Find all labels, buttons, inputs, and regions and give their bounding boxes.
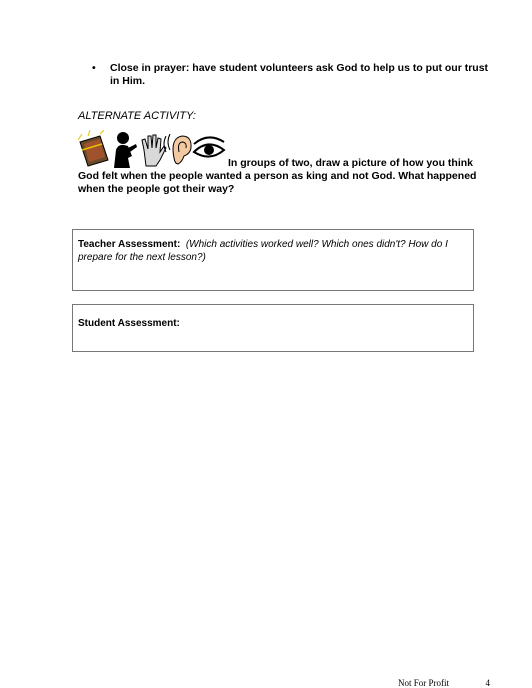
teacher-assessment-prompt: (Which activities worked well? Which ones didn't? How do I prepare for the next lesson?) [78,239,448,263]
teacher-assessment-label: Teacher Assessment: [78,239,181,250]
page-footer [398,678,508,688]
student-assessment-label: Student Assessment: [78,318,180,329]
teacher-assessment-box [72,229,474,291]
page-number: 4 [485,678,490,688]
closing-prayer-text: Close in prayer: have student volunteers ask God to help us to put our trust in Him. [110,62,489,87]
footer-text: Not For Profit [398,678,450,688]
alternate-activity-heading: ALTERNATE ACTIVITY: [78,110,196,122]
activity-text-rest: God felt when the people wanted a person as king and not God. What happened when the people got their way? [78,170,477,195]
student-assessment-box [72,304,474,352]
eye-icon [194,137,224,156]
bullet-symbol: • [92,62,96,74]
activity-text-lead: In groups of two, draw a picture of how you think [228,157,473,169]
alternate-activity-text [78,157,488,196]
